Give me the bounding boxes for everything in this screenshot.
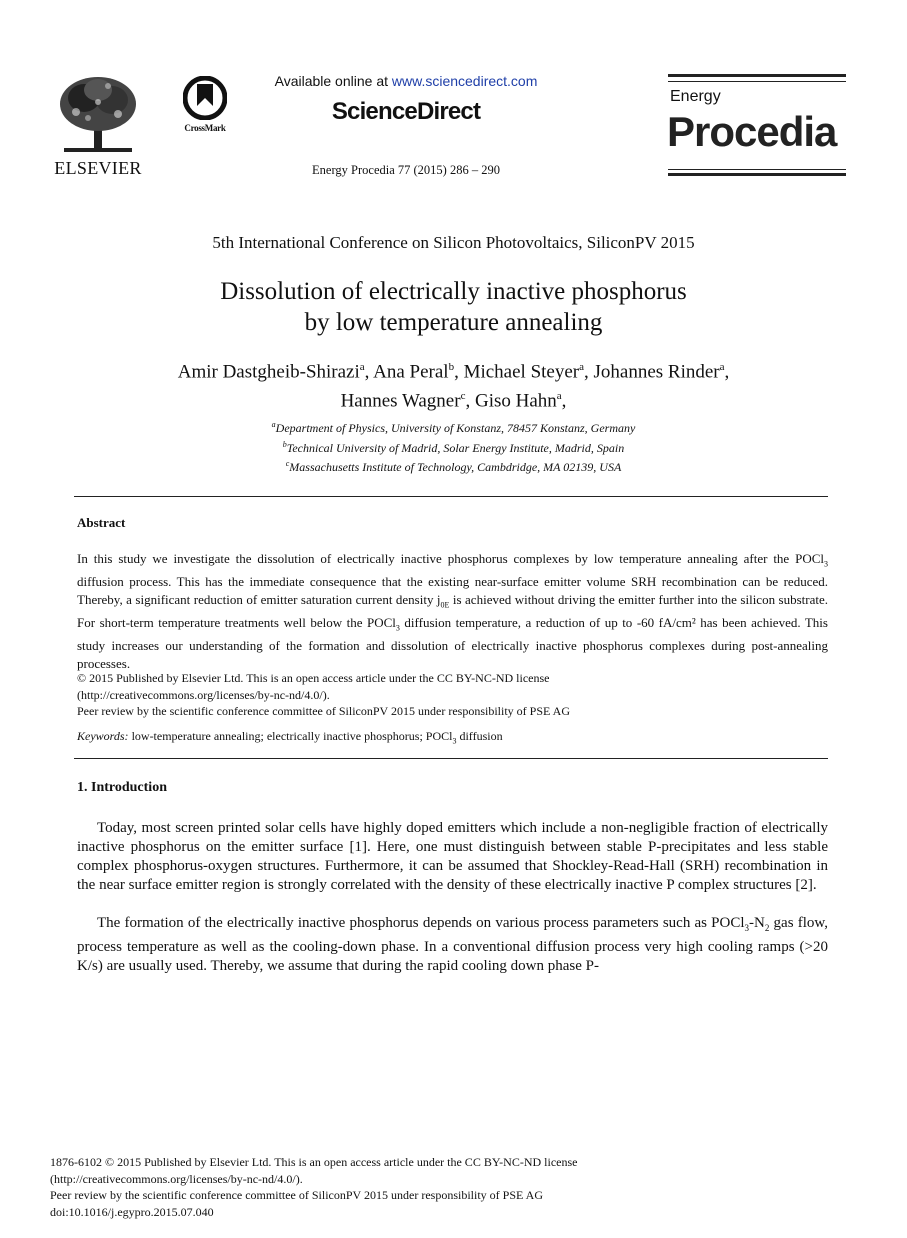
procedia-rule-thin: [668, 81, 846, 82]
author-affil-mark: c: [460, 390, 466, 403]
subscript: 0E: [440, 600, 450, 610]
affiliation-text: Technical University of Madrid, Solar Energy Institute, Madrid, Spain: [286, 440, 625, 455]
abstract-top-rule: [74, 496, 828, 497]
footer-license-link[interactable]: (http://creativecommons.org/licenses/by-nc-nd/4.0/).: [50, 1171, 303, 1186]
energy-procedia-logo: [668, 74, 846, 178]
author-name: Michael Steyer: [463, 361, 580, 383]
intro-paragraph-2: [77, 914, 828, 976]
author-separator: ,: [584, 361, 594, 383]
crossmark-label: CrossMark: [184, 123, 226, 133]
sciencedirect-logo: ScienceDirect: [331, 98, 481, 125]
author-affil-mark: a: [719, 361, 725, 373]
author-separator: ,: [724, 361, 730, 383]
section-heading: 1. Introduction: [77, 780, 167, 795]
author-name: Giso Hahn: [474, 390, 557, 412]
author-separator: ,: [364, 361, 374, 383]
paragraph-text: Today, most screen printed solar cells have highly doped emitters which include a non-negligible fraction of electrically inactive phosphorus on the emitter surface [1]. Here, one must distinguish between stable P-precipitates and less stable complex phosphorus-oxygen structures. Furthermore, it can be assumed that Shockley-Read-Hall (SRH) recombination in the near surface emitter region is strongly correlated with the density of these electrically inactive P complex structures [2].: [77, 820, 828, 893]
paragraph-text: The formation of the electrically inactive phosphorus depends on various process parameters such as POCl: [97, 915, 745, 931]
conference-name: 5th International Conference on Silicon Photovoltaics, SiliconPV 2015: [212, 233, 695, 252]
paragraph-text: -N: [749, 915, 765, 931]
abstract-text: diffusion temperature, a reduction of up to -60 fA/cm² has been achieved. This study increases our understanding of the formation and dissolution of electrically inactive phosphorus complexes during post-annealing processes.: [77, 614, 828, 671]
available-prefix: Available online at: [274, 73, 392, 89]
keywords-text: low-temperature annealing; electrically inactive phosphorus; POCl: [128, 729, 453, 743]
subscript: 2: [764, 923, 770, 933]
elsevier-tree-icon: [54, 74, 142, 154]
author-name: Amir Dastgheib-Shirazi: [177, 361, 360, 383]
abstract-heading: Abstract: [77, 515, 126, 530]
subscript: 3: [452, 736, 457, 746]
footer-doi[interactable]: doi:10.1016/j.egypro.2015.07.040: [50, 1204, 214, 1219]
available-online: [262, 73, 550, 89]
author-name: Johannes Rinder: [593, 361, 720, 383]
affiliation: [0, 456, 907, 476]
subscript: 3: [395, 623, 400, 633]
abstract-text: is achieved without driving the emitter further into the silicon substrate. For short-term temperature treatments well below the POCl: [77, 591, 829, 630]
subscript: 3: [744, 923, 750, 933]
affiliation-mark: c: [285, 459, 290, 468]
affiliation-text: Department of Physics, University of Konstanz, 78457 Konstanz, Germany: [275, 421, 636, 435]
license-block: [77, 670, 828, 720]
sciencedirect-link[interactable]: www.sciencedirect.com: [391, 73, 538, 89]
affiliation-mark: b: [282, 439, 287, 449]
license-line: © 2015 Published by Elsevier Ltd. This is an open access article under the CC BY-NC-ND license: [77, 671, 550, 685]
journal-big-title: Procedia: [667, 108, 837, 155]
peer-review-line: Peer review by the scientific conference committee of SiliconPV 2015 under responsibility of PSE AG: [77, 704, 571, 718]
title-line-1: Dissolution of electrically inactive phosphorus: [220, 278, 687, 305]
footer-issn-line: 1876-6102 © 2015 Published by Elsevier Ltd. This is an open access article under the CC BY-NC-ND license: [50, 1155, 578, 1169]
author-line-2: [0, 384, 907, 413]
author-affil-mark: a: [556, 390, 562, 403]
author-name: Ana Peral: [373, 361, 449, 383]
affiliation-list: [0, 417, 907, 476]
procedia-rule-bottom-thin: [668, 169, 846, 170]
author-line-1: [0, 355, 907, 384]
crossmark-badge[interactable]: [176, 76, 234, 132]
author-separator: ,: [561, 390, 567, 412]
author-separator: ,: [454, 361, 464, 383]
elsevier-wordmark: ELSEVIER: [54, 158, 142, 178]
procedia-rule-top: [668, 74, 846, 77]
paper-title: [0, 276, 907, 338]
affiliation: [0, 437, 907, 457]
crossmark-icon: [183, 76, 227, 120]
abstract-text: In this study we investigate the dissolution of electrically inactive phosphorus complexes by low temperature annealing after the POCl: [77, 551, 824, 566]
keywords-label: Keywords:: [77, 729, 129, 743]
affiliation: [0, 417, 907, 437]
affiliation-mark: a: [271, 420, 276, 429]
elsevier-logo: [50, 74, 146, 178]
abstract-text: diffusion process. This has the immediate consequence that the existing near-surface emitter volume SRH recombination can be reduced. Thereby, a significant reduction of emitter saturation current density j: [77, 574, 828, 607]
keywords-text: diffusion: [456, 729, 503, 743]
author-affil-mark: b: [448, 361, 455, 373]
intro-paragraph-1: [77, 819, 828, 895]
affiliation-text: Massachusetts Institute of Technology, Cambdridge, MA 02139, USA: [289, 460, 622, 474]
author-affil-mark: a: [359, 361, 365, 373]
title-line-2: by low temperature annealing: [304, 309, 603, 336]
journal-reference: Energy Procedia 77 (2015) 286 – 290: [312, 163, 500, 177]
procedia-rule-bottom: [668, 173, 846, 176]
author-list: [0, 355, 907, 414]
paragraph-text: gas flow, process temperature as well as the cooling-down phase. In a conventional diffusion process very high cooling ramps (>20 K/s) are usually used. Thereby, we assume that during the rapid cooling down phase P-: [77, 915, 828, 974]
license-link[interactable]: (http://creativecommons.org/licenses/by-nc-nd/4.0/).: [77, 687, 330, 702]
author-affil-mark: a: [579, 361, 584, 373]
abstract-bottom-rule: [74, 758, 828, 759]
footer-peer-review: Peer review by the scientific conference committee of SiliconPV 2015 under responsibility of PSE AG: [50, 1188, 544, 1203]
journal-small-title: Energy: [670, 88, 721, 105]
author-separator: ,: [465, 390, 475, 412]
abstract-body: [77, 550, 828, 672]
keywords: [77, 728, 828, 750]
page-footer: [50, 1154, 830, 1220]
subscript: 3: [824, 559, 828, 569]
author-name: Hannes Wagner: [340, 390, 461, 412]
